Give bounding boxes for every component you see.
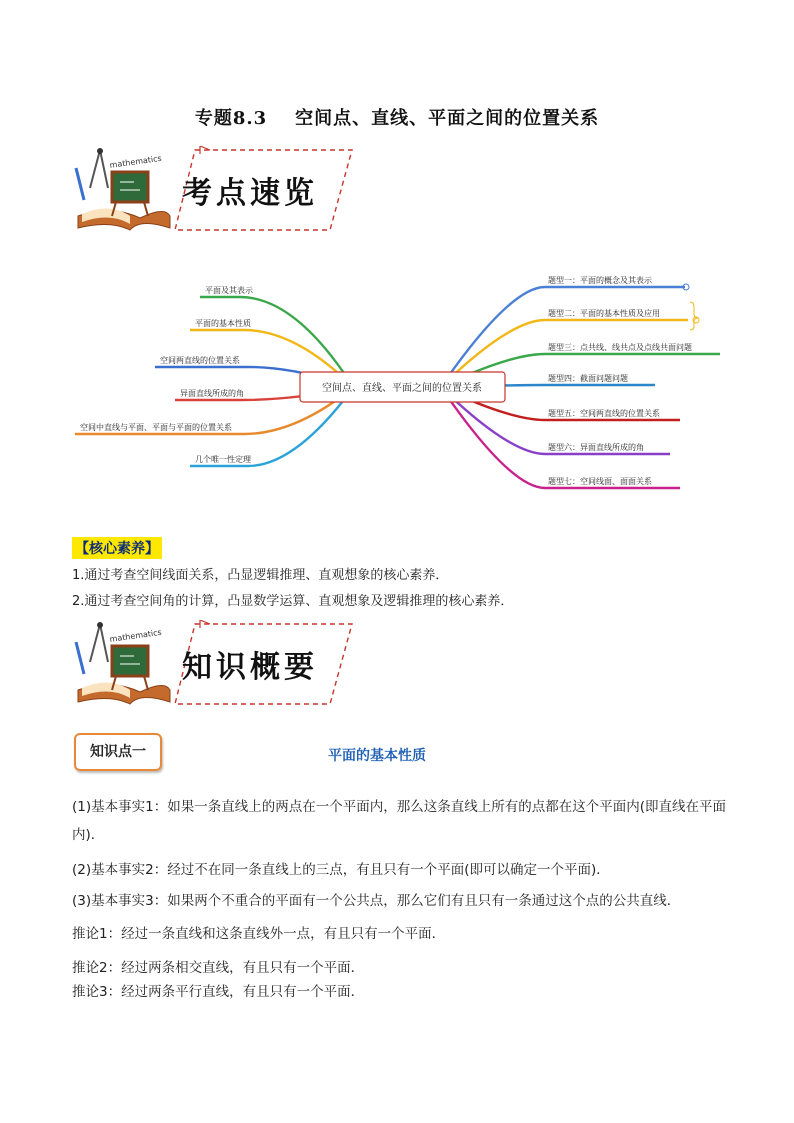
mindmap-center-label: 空间点、直线、平面之间的位置关系 bbox=[322, 383, 482, 394]
banner-logo-text: mathematics bbox=[109, 627, 163, 644]
mindmap-right-topic: 题型七：空间线面、面面关系 bbox=[548, 477, 652, 486]
banner-title: 知识概要 bbox=[182, 650, 318, 685]
paragraph-basic-fact-3: (3)基本事实3：如果两个不重合的平面有一个公共点，那么它们有且只有一条通过这个点的公共直线． bbox=[72, 893, 681, 909]
paragraph-corollary-3: 推论3：经过两条平行直线，有且只有一个平面． bbox=[72, 984, 365, 1000]
section-banner-knowledge bbox=[70, 620, 360, 710]
section-banner-exam-points bbox=[70, 146, 360, 236]
mindmap-right-topic: 题型二：平面的基本性质及应用 bbox=[548, 309, 660, 318]
knowledge-point-box: 知识点一 bbox=[74, 733, 162, 771]
core-item-2: 2.通过考查空间角的计算，凸显数学运算、直观想象及逻辑推理的核心素养． bbox=[72, 594, 514, 609]
core-item-1: 1.通过考查空间线面关系，凸显逻辑推理、直观想象的核心素养． bbox=[72, 568, 449, 583]
knowledge-point-title: 平面的基本性质 bbox=[328, 748, 426, 764]
mindmap-icons bbox=[683, 284, 699, 330]
title-text: 空间点、直线、平面之间的位置关系 bbox=[295, 108, 600, 129]
mindmap-right-topic: 题型四：截面问题问题 bbox=[548, 374, 628, 383]
banner-logo-text: mathematics bbox=[109, 153, 163, 170]
paragraph-corollary-2: 推论2：经过两条相交直线，有且只有一个平面． bbox=[72, 960, 365, 976]
mindmap-left-topics bbox=[80, 285, 254, 464]
title-number: 专题8.3 bbox=[194, 108, 268, 129]
paragraph-basic-fact-1: (1)基本事实1：如果一条直线上的两点在一个平面内，那么这条直线上所有的点都在这个平面内(即直线在平面内)． bbox=[72, 799, 726, 843]
mindmap-branch-right bbox=[445, 287, 685, 381]
mind-map bbox=[0, 250, 794, 510]
mindmap-branch-right bbox=[445, 393, 680, 488]
paragraph-basic-fact-2: (2)基本事实2：经过不在同一条直线上的三点，有且只有一个平面(即可以确定一个平面)． bbox=[72, 862, 610, 878]
bracket-icon bbox=[690, 302, 698, 330]
mindmap-right-topic: 题型六：异面直线所成的角 bbox=[548, 443, 644, 452]
mindmap-left-topic: 平面的基本性质 bbox=[195, 319, 251, 328]
mindmap-left-topic: 几个唯一性定理 bbox=[195, 455, 251, 464]
mindmap-left-topic: 异面直线所成的角 bbox=[180, 389, 244, 398]
paragraph-corollary-1: 推论1：经过一条直线和这条直线外一点，有且只有一个平面． bbox=[72, 926, 446, 942]
mindmap-right-topic: 题型五：空间两直线的位置关系 bbox=[548, 409, 660, 418]
page-title bbox=[0, 104, 794, 130]
mindmap-left-topic: 空间中直线与平面、平面与平面的位置关系 bbox=[80, 423, 232, 432]
mindmap-right-topic: 题型一：平面的概念及其表示 bbox=[548, 276, 652, 285]
mindmap-left-topic: 空间两直线的位置关系 bbox=[160, 356, 240, 365]
core-literacy-tag: 【核心素养】 bbox=[72, 537, 162, 559]
banner-title: 考点速览 bbox=[182, 176, 318, 211]
mindmap-right-topic: 题型三：点共线、线共点及点线共面问题 bbox=[548, 343, 692, 352]
mindmap-left-topic: 平面及其表示 bbox=[205, 286, 253, 295]
